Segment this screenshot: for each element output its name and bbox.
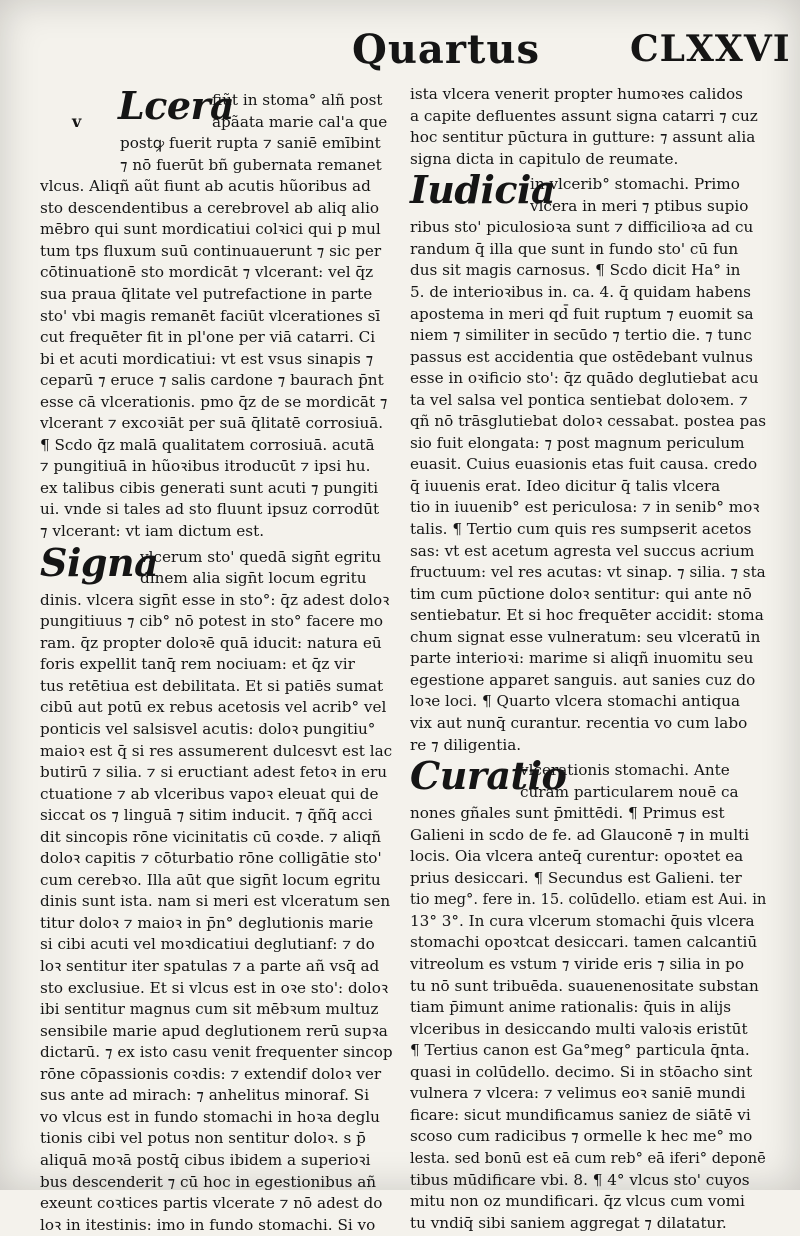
text-line: tu nō sunt tribuēda. suauenenositate substan [410, 976, 759, 995]
text-line: apãata marie cal'a que [212, 112, 388, 131]
text-line: dit sincopis rōne vicinitatis cū coꝛde. ⁊ aliqñ [40, 827, 382, 846]
text-line: esse in oꝛificio sto': q̄z quādo deglutiebat acu [410, 369, 759, 388]
text-line: butirū ⁊ silia. ⁊ si eructiant adest fetoꝛ in eru [40, 763, 388, 782]
text-line: tus retētiua est debilitata. Et si patiēs sumat [40, 676, 384, 695]
text-line: mēbro qui sunt mordicatiui colꝛici qui p mul [40, 220, 381, 239]
text-line: hoc sentitur pūctura in gutture: ⁊ assunt alia [410, 128, 756, 147]
text-line: cut frequēter fit in pl'one per viā catarri. Ci [40, 328, 376, 347]
text-line: ribus sto' piculosioꝛa sunt ⁊ difficilioꝛa ad cu [410, 218, 754, 237]
text-line: ctuatione ⁊ ab vlceribus vapoꝛ eleuat qui de [40, 784, 379, 803]
text-line: q̄ iuuenis erat. Ideo dicitur q̄ talis vlcera [410, 476, 721, 495]
text-line: ponticis vel salsisvel acutis: doloꝛ pungitiu° [40, 719, 376, 738]
text-line: vlcerum sto' quedā sign̄t egritu [140, 547, 382, 566]
text-line: ⁊ pungitiuā in hũoꝛibus itroducūt ⁊ ipsi hu. [40, 457, 371, 476]
text-line: ¶ Scdo q̄z malā qualitatem corrosiuā. acutā [40, 435, 375, 454]
text-line: passus est accidentia que ostēdebant vulnus [410, 347, 753, 366]
text-line: lesta. sed bonū est eā cum reb° eā iferi° deponē [410, 1148, 766, 1167]
text-line: si cibi acuti vel moꝛdicatiui deglutianf: ⁊ do [40, 935, 375, 954]
margin-mark: v [72, 112, 82, 131]
text-line: tum tps fluxum suū continuauerunt ⁊ sic per [40, 241, 382, 260]
text-line: tiam p̄imunt anime rationalis: q̄uis in alijs [410, 998, 732, 1017]
text-line: exeunt coꝛtices partis vlcerate ⁊ nō adest do [40, 1194, 383, 1213]
text-line: tibus mūdificare vbi. 8. ¶ 4° vlcus sto' cuyos [410, 1170, 750, 1189]
text-line: ceparū ⁊ eruce ⁊ salis cardone ⁊ baurach p̄nt [40, 371, 384, 390]
text-line: apostema in meri qd̄ fuit ruptum ⁊ euomit sa [410, 304, 754, 323]
text-line: loꝛe loci. ¶ Quarto vlcera stomachi antiqua [410, 692, 741, 711]
text-line: ta vel salsa vel pontica sentiebat doloꝛem. ⁊ [410, 390, 748, 409]
text-line: nones gñales sunt p̄mittēdi. ¶ Primus est [410, 804, 725, 823]
folio-number: CLXXVI [630, 28, 791, 70]
text-line: loꝛ in itestinis: imo in fundo stomachi. Si vo [40, 1215, 376, 1234]
text-line: parte interioꝛi: marime si aliqñ inuomitu seu [410, 649, 754, 668]
text-line: cibū aut potū ex rebus acetosis vel acrib° vel [40, 698, 387, 717]
text-line: cōtinuationē sto mordicāt ⁊ vlcerant: vel q̄z [40, 263, 374, 282]
section-heading-iudicia: Iudicia [410, 167, 556, 213]
text-line: vo vlcus est in fundo stomachi in hoꝛa deglu [40, 1107, 380, 1126]
section-heading-ulcera: Lcera [118, 83, 235, 128]
text-line: fiũt in stoma° alñ post [212, 91, 383, 109]
text-line: esse cā vlcerationis. pmo q̄z de se mordicāt ⁊ [40, 392, 388, 411]
text-line: ¶ Tertius canon est Ga°meg° particula q̄nta. [410, 1041, 750, 1060]
text-line: chum signat esse vulneratum: seu vlceratū in [410, 627, 761, 646]
text-line: re ⁊ diligentia. [410, 735, 522, 754]
text-line: ista vlcera venerit propter humoꝛes calidos [410, 85, 743, 103]
text-line: titur doloꝛ ⁊ maioꝛ in p̄n° deglutionis marie [40, 913, 374, 932]
text-line: tio in iuuenib° est periculosa: ⁊ in senib° moꝛ [410, 498, 760, 517]
text-line: bus descenderit ⁊ cū hoc in egestionibus añ [40, 1172, 377, 1191]
text-line: dus sit magis carnosus. ¶ Scdo dicit Ha° in [410, 261, 741, 280]
text-line: Galieni in scdo de fe. ad Glauconē ⁊ in multi [410, 825, 750, 844]
text-line: dinis. vlcera sign̄t esse in sto°: q̄z adest doloꝛ [40, 590, 390, 609]
text-line: stomachi opoꝛtcat desiccari. tamen calcantiū [410, 933, 758, 952]
text-line: vulnera ⁊ vlcera: ⁊ velimus eoꝛ saniē mundi [410, 1084, 746, 1103]
text-line: sentiebatur. Et si hoc frequēter accidit: stoma [410, 606, 764, 625]
section-heading-signa: Signa [40, 539, 159, 585]
text-line: mitu non oz mundificari. q̄z vlcus cum vomi [410, 1192, 745, 1211]
text-line: ⁊ vlcerant: vt iam dictum est. [40, 522, 265, 540]
text-line: signa dicta in capitulo de reumate. [410, 149, 679, 168]
text-line: ex talibus cibis generati sunt acuti ⁊ pungiti [40, 478, 379, 497]
text-line: sto descendentibus a cerebrovel ab aliq alio [40, 198, 380, 217]
text-line: sio fuit elongata: ⁊ post magnum periculum [410, 433, 745, 452]
text-line: aliquā moꝛā postq̄ cibus ibidem a superioꝛi [40, 1150, 371, 1169]
text-line: 5. de interioꝛibus in. ca. 4. q̄ quidam habens [410, 282, 751, 301]
text-line: maioꝛ est q̄ si res assumerent dulcesvt est lac [40, 741, 393, 760]
text-line: vlcera in meri ⁊ ptibus supio [530, 196, 749, 215]
text-line: vlcerant ⁊ excoꝛiāt per suā q̄litatē corrosiuā. [40, 414, 384, 433]
text-line: tio meg°. fere in. 15. colūdello. etiam est Aui. in [410, 890, 766, 909]
text-line: tu vndiq̄ sibi saniem aggregat ⁊ dilatatur. [410, 1213, 727, 1232]
text-line: siccat os ⁊ linguā ⁊ sitim inducit. ⁊ q̄ñq̄ acci [40, 806, 373, 825]
text-line: dinis sunt ista. nam si meri est vlceratum sen [40, 892, 391, 911]
text-line: locis. Oia vlcera anteq̄ curentur: opoꝛtet ea [410, 847, 744, 866]
text-line: ficare: sicut mundificamus saniez de siātē vi [410, 1105, 751, 1124]
text-line: talis. ¶ Tertio cum quis res sumpserit acetos [410, 520, 752, 538]
text-line: sas: vt est acetum agresta vel succus acrium [410, 541, 755, 560]
text-line: sua praua q̄litate vel putrefactione in parte [40, 284, 373, 303]
text-line: qñ nō trāsglutiebat doloꝛ cessabat. postea pas [410, 412, 766, 431]
text-line: dinem alia sign̄t locum egritu [140, 569, 367, 588]
text-line: postꝙ fuerit rupta ⁊ saniē emībint [120, 134, 381, 153]
text-line: sensibile marie apud deglutionem rerū supꝛa [40, 1021, 388, 1040]
text-line: curam particularem nouē ca [520, 782, 739, 801]
text-line: vix aut nunq̄ curantur. recentia vo cum labo [410, 713, 748, 732]
text-line: bi et acuti mordicatiui: vt est vsus sinapis ⁊ [40, 349, 374, 368]
text-line: tionis cibi vel potus non sentitur doloꝛ. s p̄ [40, 1129, 366, 1148]
section-heading-curatio: Curatio [410, 753, 567, 799]
text-line: vlcus. Aliqñ aũt fiunt ab acutis hũoribus ad [40, 177, 371, 196]
text-line: ui. vnde si tales ad sto fluunt ipsuz corrodūt [40, 500, 380, 519]
text-line: tim cum pūctione doloꝛ sentitur: qui ante nō [410, 584, 752, 603]
text-line: rōne cōpassionis coꝛdis: ⁊ extendif doloꝛ ver [40, 1064, 382, 1083]
text-line: pungitiuus ⁊ cib° nō potest in sto° facere mo [40, 612, 384, 631]
text-line: prius desiccari. ¶ Secundus est Galieni. ter [410, 868, 742, 887]
text-line: scoso cum radicibus ⁊ ormelle k hec me° mo [410, 1127, 753, 1146]
text-line: quasi in colūdello. decimo. Si in stōacho sint [410, 1062, 753, 1081]
text-line: sto' vbi magis remanēt faciūt vlcerationes sī [40, 306, 381, 325]
running-head-title: Quartus [352, 26, 540, 73]
text-line: vitreolum es vstum ⁊ viride eris ⁊ silia in po [410, 955, 745, 973]
text-line: euasit. Cuius euasionis etas fuit causa. credo [410, 455, 758, 474]
text-line: ibi sentitur magnus cum sit mēbꝛum multuz [40, 1000, 379, 1019]
text-line: sto exclusiue. Et si vlcus est in oꝛe sto': doloꝛ [40, 978, 389, 997]
text-line: ram. q̄z propter doloꝛē quā iducit: natura eū [40, 633, 382, 652]
text-line: sus ante ad mirach: ⁊ anhelitus minoraf. Si [40, 1086, 370, 1105]
text-line: cum cerebꝛo. Illa aūt que sign̄t locum egritu [40, 870, 381, 889]
text-line: doloꝛ capitis ⁊ cōturbatio rōne colligātie sto' [40, 849, 382, 868]
text-line: niem ⁊ similiter in secūdo ⁊ tertio die. ⁊ tunc [410, 326, 752, 345]
text-line: vlceribus in desiccando multi valoꝛis eristūt [410, 1019, 748, 1038]
text-line: vlcerationis stomachi. Ante [520, 761, 730, 780]
text-line: fructuum: vel res acutas: vt sinap. ⁊ silia. ⁊ sta [410, 563, 766, 582]
text-line: a capite defluentes assunt signa catarri ⁊ cuz [410, 106, 758, 125]
text-line: randum q̄ illa que sunt in fundo sto' cū fun [410, 239, 739, 258]
text-line: loꝛ sentitur iter spatulas ⁊ a parte añ vsq̄ ad [40, 957, 380, 975]
text-line: egestione apparet sanguis. aut sanies cuz do [410, 670, 756, 689]
text-line: dictarū. ⁊ ex isto casu venit frequenter sincop [40, 1043, 393, 1062]
text-line: foris expellit tanq̄ rem nociuam: et q̄z vir [40, 655, 355, 674]
text-line: ⁊ nō fuerūt bñ gubernata remanet [120, 155, 382, 174]
text-line: in vlcerib° stomachi. Primo [530, 175, 740, 194]
text-line: 13° 3°. In cura vlcerum stomachi q̄uis vlcera [410, 911, 755, 930]
